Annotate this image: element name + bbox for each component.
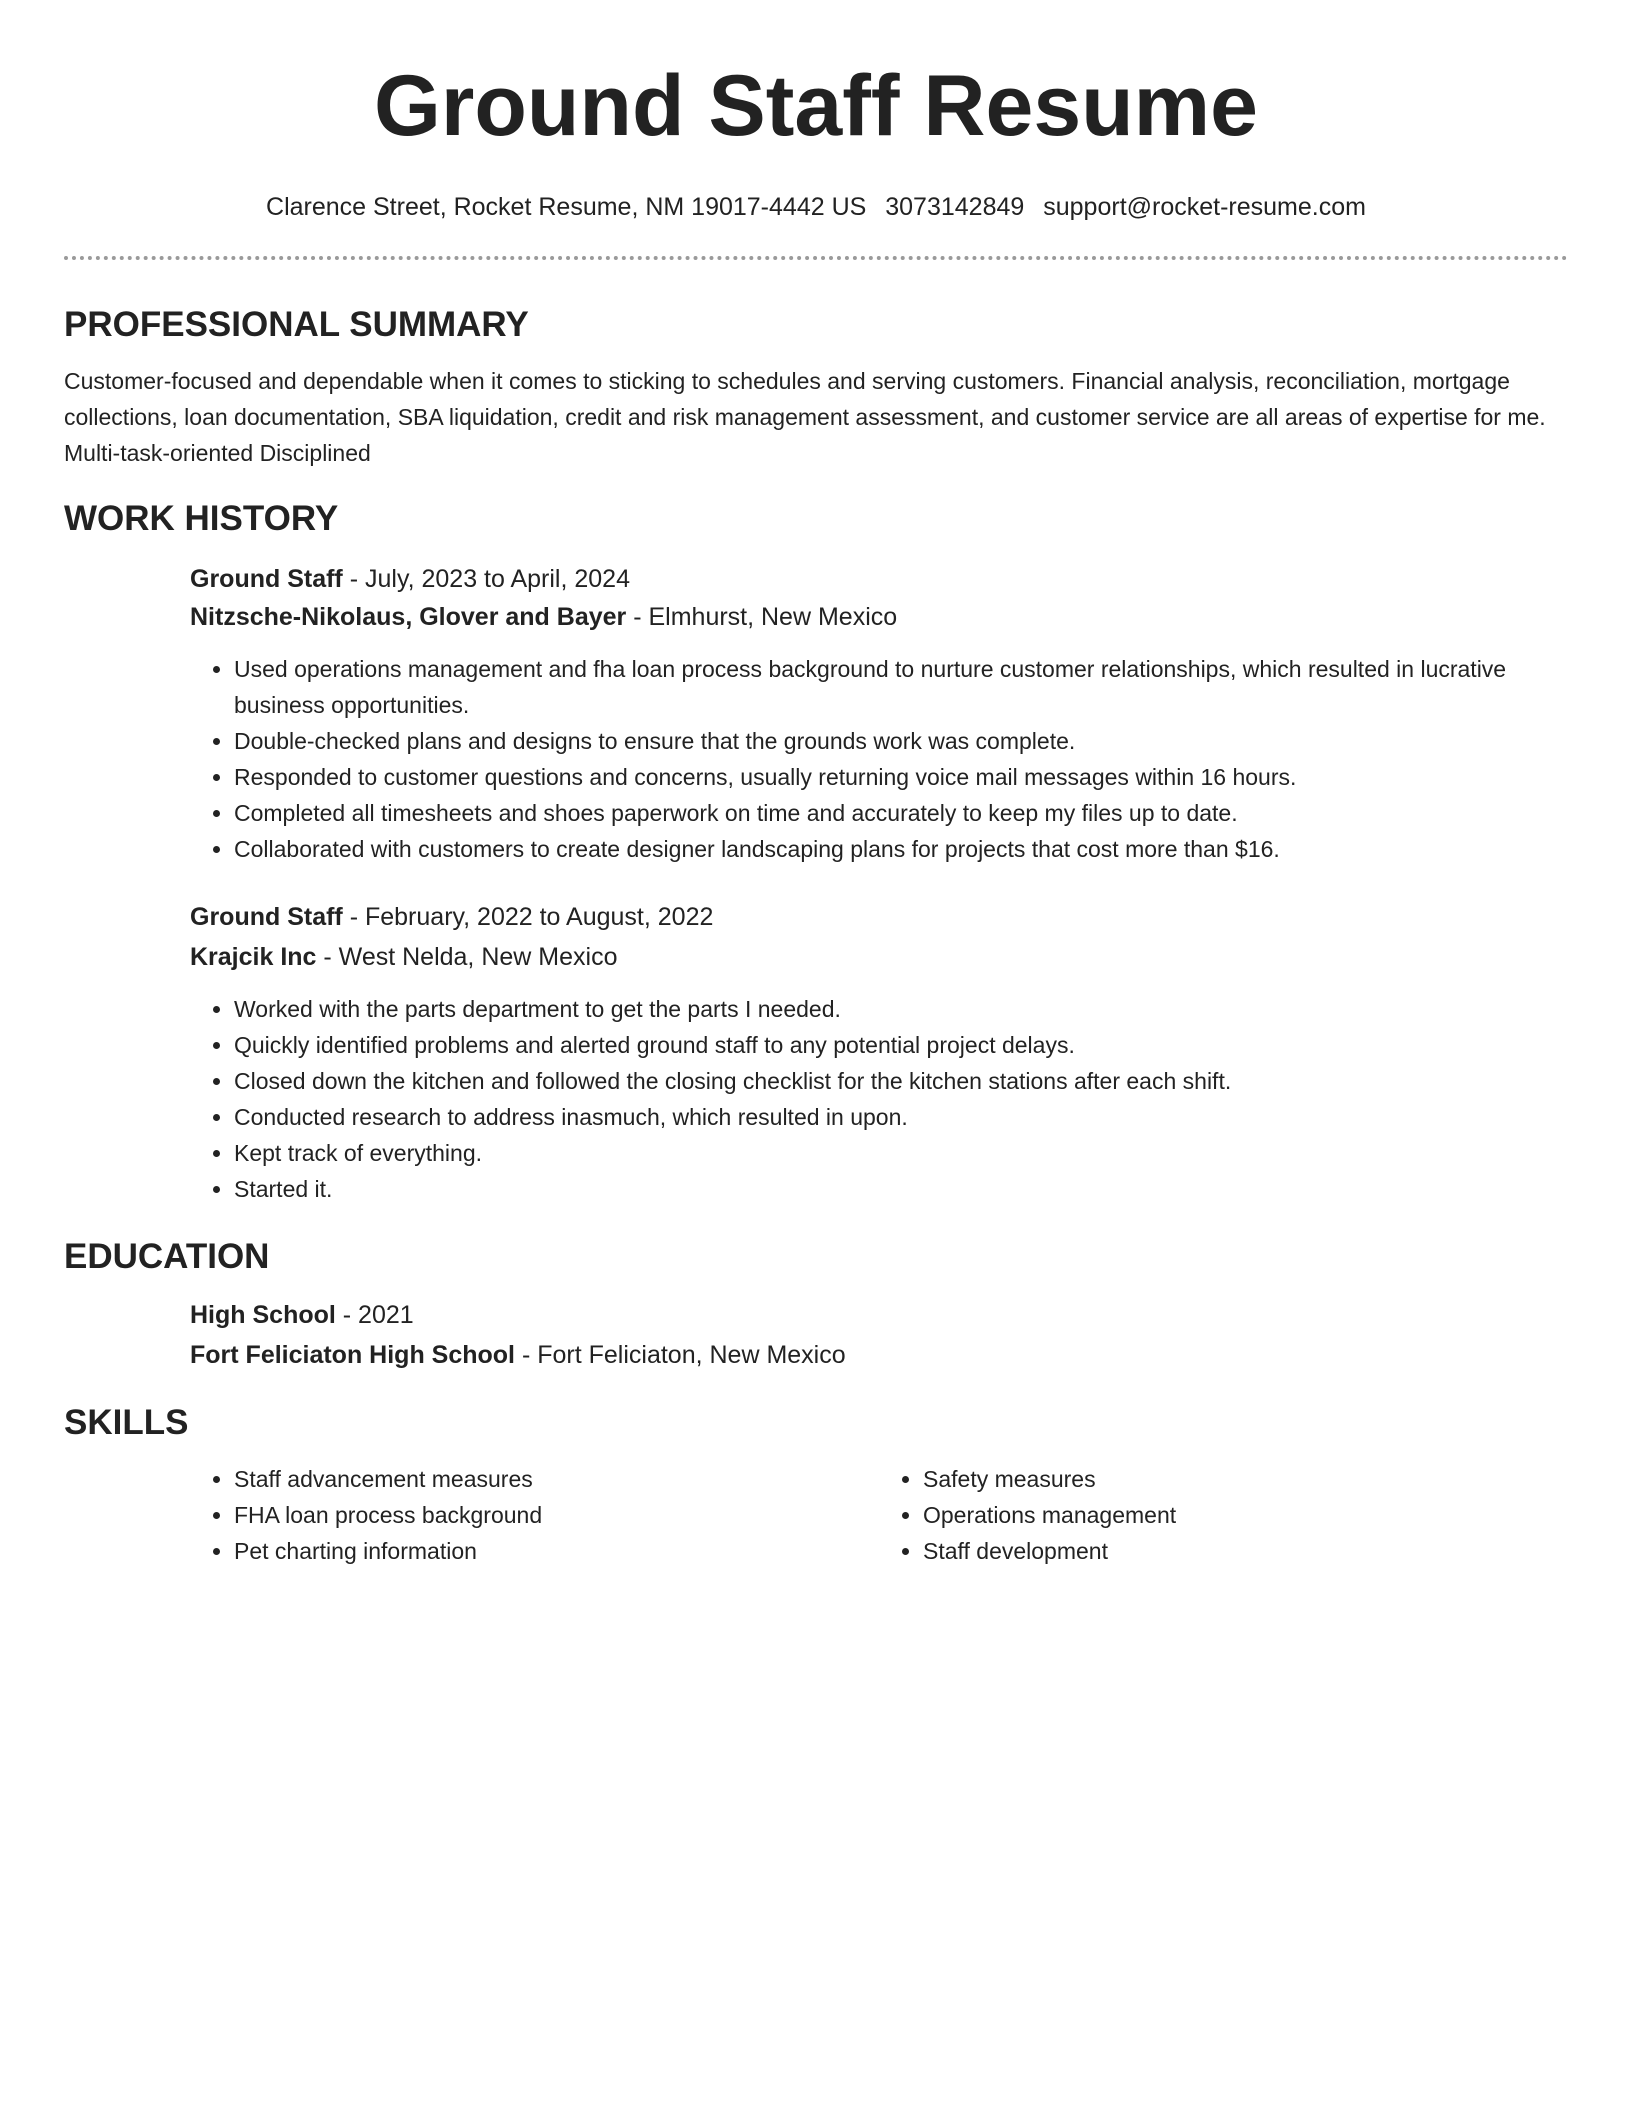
skill-item: • Staff development xyxy=(923,1533,1568,1569)
education-school: Fort Feliciaton High School xyxy=(190,1341,515,1369)
education-degree-line xyxy=(190,1297,1568,1333)
skills-list-right xyxy=(879,1461,1568,1569)
list-item: • Conducted research to address inasmuch, which resulted in upon. xyxy=(234,1099,1568,1135)
job-role: Ground Staff xyxy=(190,565,343,593)
summary-heading: PROFESSIONAL SUMMARY xyxy=(64,305,529,344)
job-role: Ground Staff xyxy=(190,903,343,931)
contact-address: Clarence Street, Rocket Resume, NM 19017-4442 US xyxy=(266,193,867,221)
skill-item: • Safety measures xyxy=(923,1461,1568,1497)
summary-text: Customer-focused and dependable when it comes to sticking to schedules and serving customers. Financial analysis, reconciliation, mortgage collections, loan documentation, SBA liquidation, credit and risk management assessment, and customer service are all areas of expertise for me. Multi-task-oriented Disciplined xyxy=(64,368,1546,466)
job-dates: - February, 2022 to August, 2022 xyxy=(342,903,714,931)
list-item: • Used operations management and fha loan process background to nurture customer relationships, which resulted in lucrative business opportunities. xyxy=(234,651,1568,723)
job-company-line xyxy=(190,939,1568,975)
skill-item: • Staff advancement measures xyxy=(234,1461,879,1497)
education-entry xyxy=(190,1297,1568,1373)
list-item: • Collaborated with customers to create designer landscaping plans for projects that cost more than $16. xyxy=(234,831,1568,867)
job-entry xyxy=(190,899,1568,1207)
resume-title: Ground Staff Resume xyxy=(374,58,1258,154)
skill-item: • Operations management xyxy=(923,1497,1568,1533)
list-item: • Quickly identified problems and alerted ground staff to any potential project delays. xyxy=(234,1027,1568,1063)
contact-email: support@rocket-resume.com xyxy=(1043,193,1366,221)
list-item: • Worked with the parts department to get the parts I needed. xyxy=(234,991,1568,1027)
education-degree: High School xyxy=(190,1301,336,1329)
list-item: • Closed down the kitchen and followed the closing checklist for the kitchen stations after each shift. xyxy=(234,1063,1568,1099)
job-location: - West Nelda, New Mexico xyxy=(316,943,618,971)
list-item: • Started it. xyxy=(234,1171,1568,1207)
list-item: • Completed all timesheets and shoes paperwork on time and accurately to keep my files up to date. xyxy=(234,795,1568,831)
job-title-line xyxy=(190,899,1568,935)
header-divider xyxy=(64,256,1568,260)
job-title-line xyxy=(190,561,1568,597)
job-bullets xyxy=(190,651,1568,867)
job-company: Krajcik Inc xyxy=(190,943,317,971)
list-item: • Responded to customer questions and concerns, usually returning voice mail messages within 16 hours. xyxy=(234,759,1568,795)
skills-grid xyxy=(190,1461,1568,1569)
education-section xyxy=(64,1237,1568,1373)
job-bullets xyxy=(190,991,1568,1207)
education-year: - 2021 xyxy=(335,1301,414,1329)
contact-phone: 3073142849 xyxy=(885,193,1025,221)
skill-item: • Pet charting information xyxy=(234,1533,879,1569)
education-heading: EDUCATION xyxy=(64,1237,270,1276)
work-history-section xyxy=(64,499,1568,1207)
skills-heading: SKILLS xyxy=(64,1403,189,1442)
job-company-line xyxy=(190,599,1568,635)
job-company: Nitzsche-Nikolaus, Glover and Bayer xyxy=(190,603,627,631)
list-item: • Double-checked plans and designs to ensure that the grounds work was complete. xyxy=(234,723,1568,759)
job-entry xyxy=(190,561,1568,867)
job-location: - Elmhurst, New Mexico xyxy=(626,603,898,631)
resume-header xyxy=(64,0,1568,222)
work-history-heading: WORK HISTORY xyxy=(64,499,339,538)
list-item: • Kept track of everything. xyxy=(234,1135,1568,1171)
skills-list-left xyxy=(190,1461,879,1569)
summary-section xyxy=(64,305,1568,471)
job-dates: - July, 2023 to April, 2024 xyxy=(342,565,630,593)
skill-item: • FHA loan process background xyxy=(234,1497,879,1533)
skills-section xyxy=(64,1403,1568,1569)
contact-line xyxy=(64,192,1568,222)
education-location: - Fort Feliciaton, New Mexico xyxy=(515,1341,846,1369)
education-school-line xyxy=(190,1337,1568,1373)
